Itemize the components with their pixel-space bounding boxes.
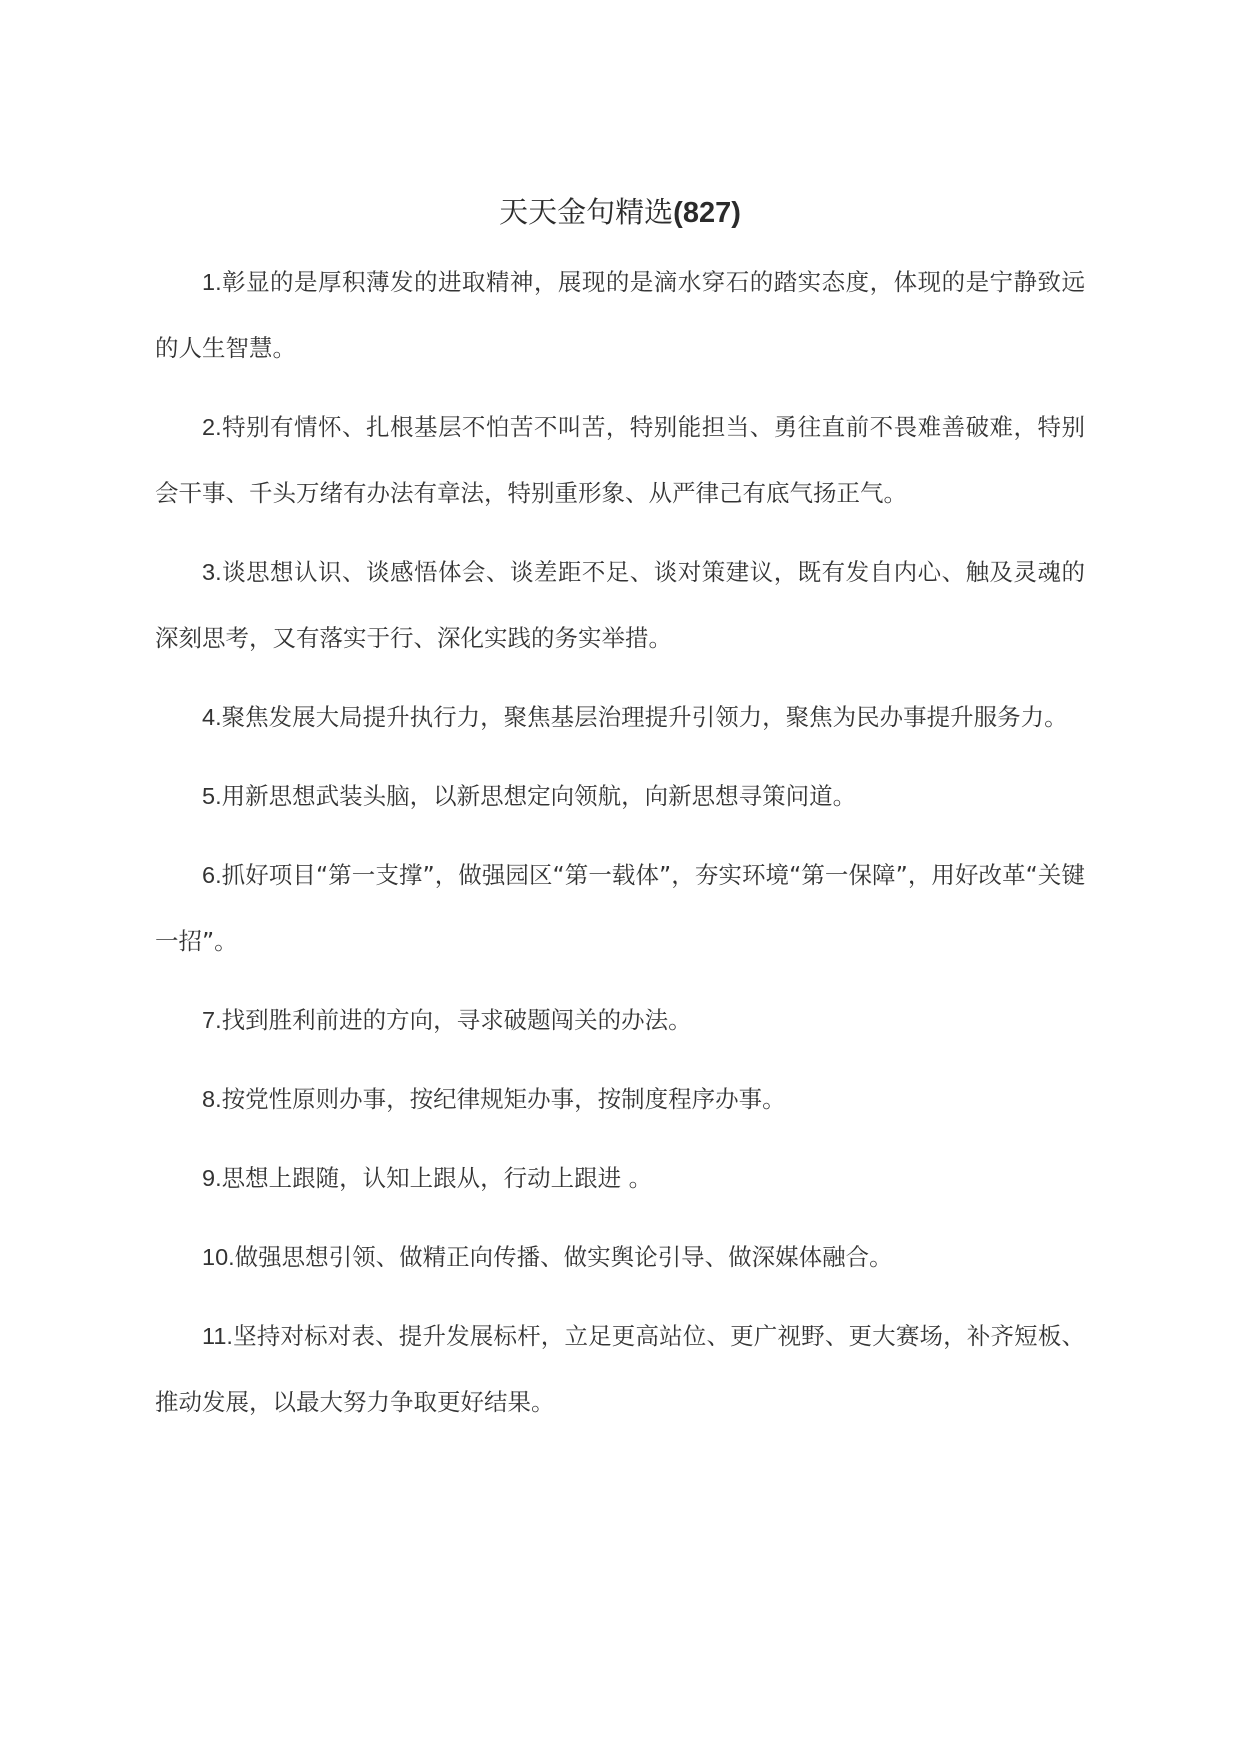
list-item: [155, 394, 1085, 526]
item-index: 1.: [202, 269, 222, 295]
list-item: [155, 1224, 1085, 1290]
list-item: [155, 684, 1085, 750]
item-text: 做强思想引领、做精正向传播、做实舆论引导、做深媒体融合。: [234, 1243, 893, 1271]
item-text: 坚持对标对表、提升发展标杆，立足更高站位、更广视野、更大赛场，补齐短板、推动发展，以最大努力争取更好结果。: [155, 1322, 1085, 1416]
list-item: [155, 1145, 1085, 1211]
item-text: 按党性原则办事，按纪律规矩办事，按制度程序办事。: [221, 1085, 786, 1113]
item-text: 谈思想认识、谈感悟体会、谈差距不足、谈对策建议，既有发自内心、触及灵魂的深刻思考，又有落实于行、深化实践的务实举措。: [155, 558, 1085, 652]
list-item: [155, 1066, 1085, 1132]
item-index: 3.: [202, 559, 222, 585]
item-text: 找到胜利前进的方向，寻求破题闯关的办法。: [221, 1006, 692, 1034]
item-index: 8.: [202, 1086, 222, 1112]
list-item: [155, 1303, 1085, 1435]
list-item: [155, 539, 1085, 671]
page-title: [155, 190, 1085, 235]
item-text: 彰显的是厚积薄发的进取精神，展现的是滴水穿石的踏实态度，体现的是宁静致远的人生智慧。: [155, 268, 1085, 362]
list-item: [155, 987, 1085, 1053]
item-index: 6.: [202, 862, 222, 888]
item-index: 11.: [202, 1323, 233, 1349]
item-index: 2.: [202, 414, 222, 440]
title-text: 天天金句精选: [499, 195, 674, 229]
item-text: 特别有情怀、扎根基层不怕苦不叫苦，特别能担当、勇往直前不畏难善破难，特别会干事、千头万绪有办法有章法，特别重形象、从严律己有底气扬正气。: [155, 413, 1085, 507]
item-index: 4.: [202, 704, 222, 730]
item-text: 思想上跟随，认知上跟从，行动上跟进 。: [221, 1164, 653, 1192]
item-index: 5.: [202, 783, 222, 809]
item-text: 抓好项目“第一支撑”，做强园区“第一载体”，夯实环境“第一保障”，用好改革“关键一招”。: [155, 861, 1085, 955]
item-index: 7.: [202, 1007, 222, 1033]
item-text: 聚焦发展大局提升执行力，聚焦基层治理提升引领力，聚焦为民办事提升服务力。: [221, 703, 1068, 731]
item-text: 用新思想武装头脑，以新思想定向领航，向新思想寻策问道。: [221, 782, 857, 810]
item-index: 9.: [202, 1165, 222, 1191]
list-item: [155, 763, 1085, 829]
list-item: [155, 842, 1085, 974]
list-item: [155, 249, 1085, 381]
item-index: 10.: [202, 1244, 235, 1270]
title-number: (827): [673, 197, 741, 229]
document-page: [155, 190, 1085, 1448]
